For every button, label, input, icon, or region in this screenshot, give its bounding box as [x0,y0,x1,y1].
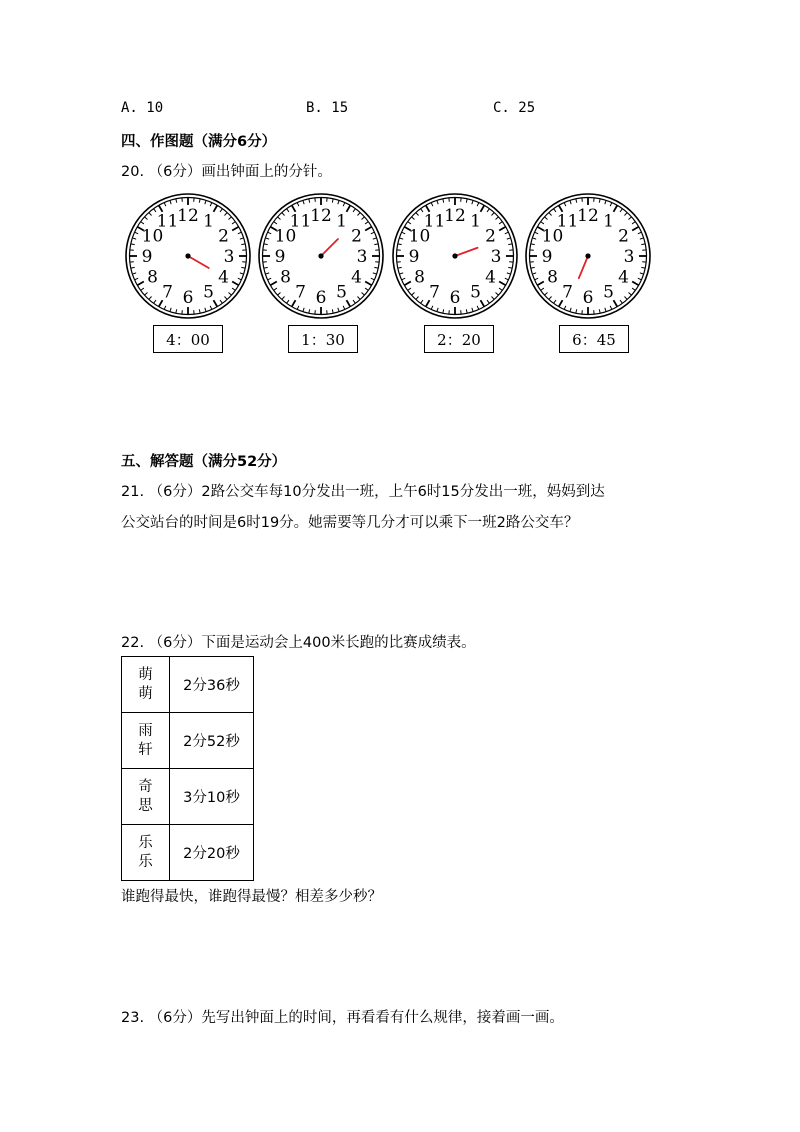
table-row [122,657,254,713]
clock-minute-tick [176,199,177,203]
clock-hour-tick [214,205,218,211]
clock-minute-tick [531,244,535,245]
clock-minute-tick [412,217,415,220]
clock-face-2 [257,192,385,320]
option-b: B. 15 [306,100,349,116]
clock-minute-tick [532,273,536,274]
clock-minute-tick [135,232,139,234]
clock-center-pin [185,253,190,258]
clock-number: 10 [541,226,564,247]
clock-minute-tick [421,300,423,303]
clock-minute-tick [412,292,415,295]
clock-minute-tick [374,267,378,268]
clock-number: 3 [356,247,368,267]
clock-minute-tick [264,267,268,268]
clock-minute-tick [268,232,272,234]
clock-hour-tick [232,227,238,231]
clock-minute-tick [545,292,548,295]
clock-number: 3 [490,247,502,267]
clock-minute-tick [466,309,467,313]
clock-minute-tick [210,203,212,207]
clock-minute-tick [499,222,502,224]
clock-hour-tick [632,227,638,231]
clock-number: 9 [274,247,286,267]
clock-minute-tick [507,273,511,274]
clock-minute-tick [365,222,368,224]
clock-minute-tick [170,200,171,204]
clock-hour-tick [499,282,505,286]
clock-minute-tick [541,288,544,290]
clock-number: 4 [351,267,362,288]
clock-minute-tick [477,306,479,310]
clock-minute-tick [362,292,365,295]
clock-minute-tick [232,288,235,290]
clock-minute-tick [466,199,467,203]
clock-minute-tick [531,267,535,268]
clock-minute-tick [343,203,345,207]
clock-minute-tick [240,273,244,274]
clock-minute-tick [398,267,402,268]
clock-number: 4 [618,267,629,288]
clock-minute-tick [416,213,419,216]
clock-minute-tick [408,288,411,290]
clock-minute-tick [605,308,606,312]
clock-minute-tick [443,199,444,203]
clock-minute-tick [620,300,622,303]
clock-face-1 [124,192,252,320]
clock-minute-tick [240,238,244,239]
clock-minute-tick [641,267,645,268]
clock-minute-tick [241,267,245,268]
section-4-heading: 四、作图题（满分6分） [121,134,277,150]
question-20: 20. （6分）画出钟面上的分针。 [121,164,332,180]
clock-number: 9 [141,247,153,267]
clock-minute-tick [374,244,378,245]
clock-minute-tick [477,203,479,207]
clock-time-label-1: 4：00 [153,325,223,353]
clock-minute-tick [265,273,269,274]
runner-name-char: 轩 [138,741,153,758]
clock-minute-tick [505,232,509,234]
clock-number: 9 [408,247,420,267]
clock-minute-tick [287,209,289,212]
clock-hour-tick [270,282,276,286]
clock-minute-tick [532,238,536,239]
clock-number: 7 [429,282,440,303]
clock-number: 12 [177,206,199,226]
question-22-prompt: 谁跑得最快，谁跑得最慢？相差多少秒？ [121,889,382,905]
clock-minute-tick [357,213,360,216]
clock-minute-tick [278,217,281,220]
clock-minute-tick [624,297,627,300]
clock-number: 5 [470,282,481,303]
clock-hour-tick [614,300,618,306]
clock-minute-tick [421,209,423,212]
clock-minute-tick [624,213,627,216]
race-results-table [121,656,254,881]
clock-number: 2 [618,226,629,247]
clock-number: 5 [336,282,347,303]
clock-minute-tick [610,306,612,310]
clock-minute-tick [265,238,269,239]
clock-hour-hand [188,256,209,268]
clock-minute-tick [132,238,136,239]
clock-number: 8 [280,267,291,288]
question-23: 23. （6分）先写出钟面上的时间，再看看有什么规律，接着画一画。 [121,1010,564,1026]
clock-minute-tick [205,200,206,204]
option-a: A. 10 [121,100,164,116]
clock-minute-tick [357,297,360,300]
clock-minute-tick [499,288,502,290]
clock-minute-tick [398,244,402,245]
clock-number: 3 [223,247,235,267]
clock-minute-tick [599,309,600,313]
clock-minute-tick [541,222,544,224]
clock-number: 8 [547,267,558,288]
clock-minute-tick [570,200,571,204]
clock-minute-tick [641,244,645,245]
clock-minute-tick [554,300,556,303]
clock-minute-tick [220,300,222,303]
clock-minute-tick [535,232,539,234]
runner-name-char: 奇 [138,778,153,795]
runner-name-char: 乐 [138,834,153,851]
clock-minute-tick [332,199,333,203]
clock-hour-tick [365,282,371,286]
clock-hour-tick [499,227,505,231]
clock-number: 6 [582,288,594,308]
clock-minute-tick [564,306,566,310]
clock-hour-tick [137,282,143,286]
clock-hour-tick [347,205,351,211]
clock-hour-tick [365,227,371,231]
section-5-heading: 五、解答题（满分52分） [121,454,287,470]
question-22: 22. （6分）下面是运动会上400米长跑的比赛成绩表。 [121,635,476,651]
clock-minute-tick [220,209,222,212]
clock-minute-tick [145,217,148,220]
clock-minute-tick [338,308,339,312]
clock-minute-tick [199,199,200,203]
clock-minute-tick [570,308,571,312]
clock-minute-tick [507,238,511,239]
question-21-line-2: 公交站台的时间是6时19分。她需要等几分才可以乘下一班2路公交车？ [121,515,579,531]
clock-minute-tick [638,278,642,280]
table-row [122,769,254,825]
clock-number: 3 [623,247,635,267]
clock-minute-tick [282,213,285,216]
clock-minute-tick [535,278,539,280]
clock-minute-tick [373,238,377,239]
clock-number: 9 [541,247,553,267]
clock-time-label-3: 2：20 [424,325,494,353]
runner-name-cell [122,769,170,825]
runner-name-char: 乐 [138,853,153,870]
runner-name-char: 思 [138,797,153,814]
clock-minute-tick [416,297,419,300]
clock-hour-tick [214,300,218,306]
clock-minute-tick [576,309,577,313]
clock-minute-tick [554,209,556,212]
clock-minute-tick [640,238,644,239]
clock-minute-tick [353,209,355,212]
clock-number: 1 [203,211,214,232]
clock-minute-tick [238,232,242,234]
clock-hour-tick [481,205,485,211]
question-21-line-1: 21. （6分）2路公交车每10分发出一班，上午6时15分发出一班，妈妈到达 [121,484,605,500]
clock-minute-tick [487,209,489,212]
clock-time-label-2: 1：30 [288,325,358,353]
clock-minute-tick [365,288,368,290]
clock-hour-tick [347,300,351,306]
clock-minute-tick [164,306,166,310]
clock-number: 11 [556,211,579,232]
clock-minute-tick [605,200,606,204]
clock-number: 8 [414,267,425,288]
clock-minute-tick [545,217,548,220]
clock-number: 2 [218,226,229,247]
race-time-cell: 2分52秒 [170,713,254,769]
clock-number: 7 [295,282,306,303]
clock-number: 4 [218,267,229,288]
clock-number: 5 [203,282,214,303]
clock-center-pin [318,253,323,258]
clock-minute-tick [564,203,566,207]
clock-minute-tick [549,297,552,300]
clock-minute-tick [599,199,600,203]
clock-number: 11 [423,211,446,232]
clock-minute-tick [224,297,227,300]
clock-minute-tick [238,278,242,280]
clock-number: 11 [156,211,179,232]
clock-number: 8 [147,267,158,288]
clock-minute-tick [362,217,365,220]
clock-minute-tick [303,308,304,312]
clock-hour-tick [537,282,543,286]
clock-hour-hand [455,248,478,256]
clock-minute-tick [549,213,552,216]
clock-minute-tick [632,222,635,224]
clock-minute-tick [149,297,152,300]
clock-minute-tick [437,200,438,204]
clock-minute-tick [170,308,171,312]
clock-hour-hand [579,256,588,278]
clock-minute-tick [141,288,144,290]
clock-minute-tick [472,200,473,204]
clock-hour-tick [404,282,410,286]
clock-number: 1 [336,211,347,232]
clock-minute-tick [278,292,281,295]
clock-number: 6 [182,288,194,308]
clock-minute-tick [297,203,299,207]
clock-number: 12 [310,206,332,226]
clock-minute-tick [629,217,632,220]
clock-minute-tick [505,278,509,280]
clock-number: 1 [603,211,614,232]
table-row [122,713,254,769]
clock-minute-tick [199,309,200,313]
clock-minute-tick [437,308,438,312]
clock-face-4 [524,192,652,320]
clock-minute-tick [232,222,235,224]
clock-number: 2 [351,226,362,247]
clock-minute-tick [332,309,333,313]
clock-minute-tick [274,288,277,290]
clock-minute-tick [632,288,635,290]
clock-center-pin [585,253,590,258]
race-time-cell: 2分36秒 [170,657,254,713]
clock-minute-tick [145,292,148,295]
clock-number: 6 [449,288,461,308]
clock-minute-tick [164,203,166,207]
clock-number: 7 [162,282,173,303]
option-c: C. 25 [493,100,536,116]
clock-number: 11 [289,211,312,232]
clock-hour-tick [481,300,485,306]
clock-minute-tick [309,309,310,313]
clock-minute-tick [620,209,622,212]
clock-minute-tick [303,200,304,204]
clock-number: 6 [315,288,327,308]
clock-minute-tick [141,222,144,224]
clock-minute-tick [135,278,139,280]
clock-number: 2 [485,226,496,247]
clock-minute-tick [371,278,375,280]
clock-minute-tick [274,222,277,224]
clock-minute-tick [371,232,375,234]
clock-minute-tick [287,300,289,303]
clock-minute-tick [399,273,403,274]
clock-number: 10 [274,226,297,247]
clock-minute-tick [496,292,499,295]
clock-face-3 [391,192,519,320]
clock-minute-tick [491,297,494,300]
clock-number: 10 [141,226,164,247]
clock-number: 10 [408,226,431,247]
clock-hour-tick [232,282,238,286]
clock-number: 12 [577,206,599,226]
clock-time-label-4: 6：45 [559,325,629,353]
clock-number: 12 [444,206,466,226]
clock-minute-tick [610,203,612,207]
clock-minute-tick [373,273,377,274]
clock-minute-tick [402,232,406,234]
clock-minute-tick [508,267,512,268]
clock-number: 5 [603,282,614,303]
clock-minute-tick [154,209,156,212]
clock-minute-tick [131,244,135,245]
clock-minute-tick [309,199,310,203]
clock-minute-tick [402,278,406,280]
clock-minute-tick [268,278,272,280]
clock-minute-tick [431,203,433,207]
clock-minute-tick [508,244,512,245]
clock-minute-tick [264,244,268,245]
clock-minute-tick [343,306,345,310]
clock-number: 1 [470,211,481,232]
clock-minute-tick [205,308,206,312]
runner-name-cell [122,657,170,713]
clock-minute-tick [629,292,632,295]
clock-minute-tick [496,217,499,220]
runner-name-char: 雨 [138,722,153,739]
clock-minute-tick [491,213,494,216]
clock-hour-tick [632,282,638,286]
runner-name-char: 萌 [138,685,153,702]
clock-minute-tick [297,306,299,310]
clock-minute-tick [399,238,403,239]
clock-minute-tick [353,300,355,303]
clock-minute-tick [443,309,444,313]
clock-minute-tick [224,213,227,216]
clock-minute-tick [229,217,232,220]
clock-number: 4 [485,267,496,288]
clock-center-pin [452,253,457,258]
clock-minute-tick [132,273,136,274]
clock-minute-tick [638,232,642,234]
clock-minute-tick [131,267,135,268]
runner-name-cell [122,825,170,881]
race-time-cell: 3分10秒 [170,769,254,825]
race-time-cell: 2分20秒 [170,825,254,881]
clock-minute-tick [431,306,433,310]
clock-minute-tick [472,308,473,312]
clock-minute-tick [576,199,577,203]
clock-minute-tick [210,306,212,310]
clock-minute-tick [149,213,152,216]
clock-hour-tick [614,205,618,211]
table-row [122,825,254,881]
clock-minute-tick [282,297,285,300]
runner-name-cell [122,713,170,769]
clock-minute-tick [338,200,339,204]
clock-minute-tick [487,300,489,303]
clock-minute-tick [241,244,245,245]
clock-minute-tick [408,222,411,224]
clock-minute-tick [229,292,232,295]
clock-minute-tick [640,273,644,274]
clock-minute-tick [176,309,177,313]
runner-name-char: 萌 [138,666,153,683]
clock-hour-hand [321,239,338,256]
clock-number: 7 [562,282,573,303]
clock-minute-tick [154,300,156,303]
